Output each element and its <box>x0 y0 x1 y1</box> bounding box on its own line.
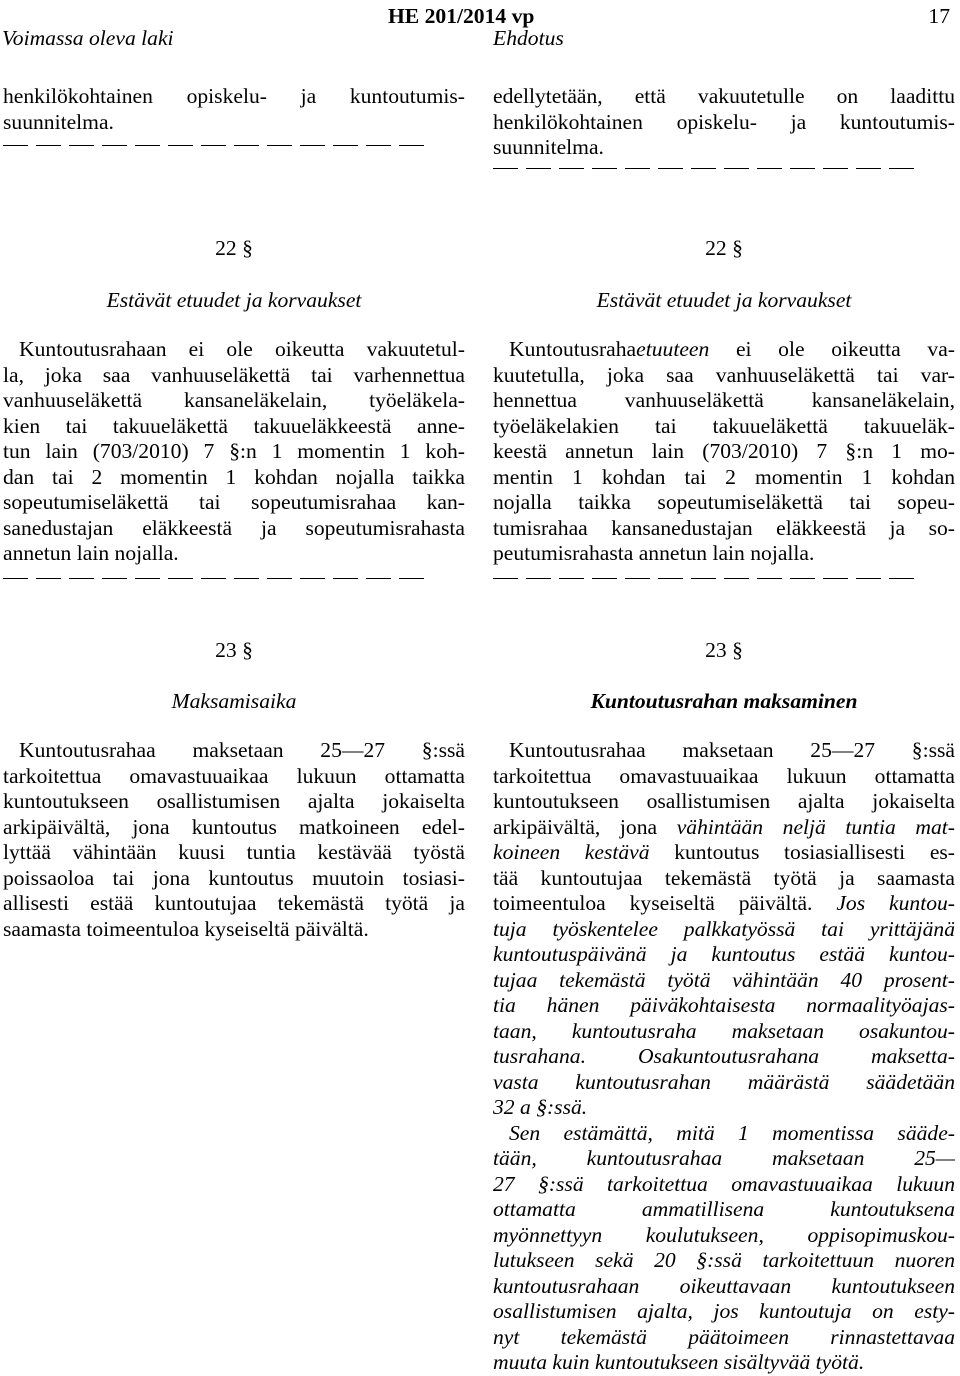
text-line: henkilökohtainen opiskelu- ja kuntoutumis- <box>3 84 465 108</box>
text-line: tusrahana. Osakuntoutusrahana maksetta- <box>493 1044 955 1068</box>
section-23-number-right: 23 § <box>705 638 743 662</box>
text-line: vasta kuntoutusrahan määrästä säädetään <box>493 1069 955 1094</box>
text-line: saamasta toimeentuloa kyseiseltä päivältä. <box>3 916 369 941</box>
text-line: lyttää vähintään kuusi tuntia kestävää työstä <box>3 840 465 864</box>
text-line: tarkoitettua omavastuuaikaa lukuun ottamatta <box>3 763 465 788</box>
text-line: annetun lain nojalla. <box>3 541 179 565</box>
text-line: allisesti estää kuntoutujaa tekemästä työtä ja <box>3 891 465 915</box>
text-line: henkilökohtainen opiskelu- ja kuntoutumis- <box>493 109 955 134</box>
text-line: myönnettyyn koulutukseen, oppisopimuskou- <box>493 1222 955 1247</box>
text-line: edellytetään, että vakuutetulle on laadittu <box>493 84 955 108</box>
text-line: ottamatta ammatillisena kuntoutuksena <box>493 1197 955 1221</box>
text-line: nyt tekemästä päätoimeen rinnastettavaa <box>493 1324 955 1349</box>
page-number: 17 <box>928 4 950 28</box>
text-line: sanedustajan eläkkeestä ja sopeutumisrahasta <box>3 515 465 540</box>
text-line: 32 a §:ssä. <box>493 1095 588 1119</box>
text-line: muuta kuin kuntoutukseen sisältyvää työtä. <box>493 1350 865 1374</box>
separator-dashes <box>3 573 443 585</box>
header-current-law-label: Voimassa oleva laki <box>2 26 174 50</box>
text-line: arkipäivältä, jona vähintään neljä tuntia mat- <box>493 814 955 839</box>
section-22-title-right: Estävät etuudet ja korvaukset <box>596 288 852 312</box>
text-line: tia hänen päiväkohtaisesta normaalityöajas- <box>493 993 955 1017</box>
text-line: Kuntoutusrahaa maksetaan 25—27 §:ssä <box>509 738 955 762</box>
section-22-number-right: 22 § <box>705 236 743 260</box>
section-22-left-body <box>3 337 465 585</box>
text-line: kuntoutukseen osallistumisen ajalta jokaiselta <box>3 789 465 813</box>
text-line: vanhuuseläkettä kansaneläkelain, työeläkela- <box>3 388 465 412</box>
text-line: kuntoutukseen osallistumisen ajalta jokaiselta <box>493 789 955 813</box>
text-line: tumisrahaa kansanedustajan eläkkeestä ja so- <box>493 515 955 540</box>
text-line: kuntoutusrahaan oikeuttavaan kuntoutukseen <box>493 1273 955 1298</box>
text-line: Kuntoutusrahaetuuteen ei ole oikeutta va- <box>509 337 955 361</box>
section-23-title-right: Kuntoutusrahan maksaminen <box>590 689 858 713</box>
separator-dashes <box>493 573 933 585</box>
amended-text: Jos kuntou- <box>836 891 955 915</box>
text-line: mentin 1 kohdan tai 2 momentin 1 kohdan <box>493 464 955 489</box>
text-line: osallistumisen ajalta, jos kuntoutuja on esty- <box>493 1299 955 1323</box>
separator-dashes <box>493 163 933 175</box>
section-22-right-body <box>493 337 955 585</box>
text-line: 27 §:ssä tarkoitettua omavastuuaikaa lukuun <box>493 1171 955 1196</box>
section-22-title-left: Estävät etuudet ja korvaukset <box>106 288 362 312</box>
text-line: toimeentuloa kyseiseltä päivältä. Jos kuntou- <box>493 891 955 915</box>
section-23-title-left: Maksamisaika <box>171 689 297 713</box>
text-line: Kuntoutusrahaa maksetaan 25—27 §:ssä <box>19 738 465 762</box>
text-line: taan, kuntoutusraha maksetaan osakuntou- <box>493 1018 955 1043</box>
text-line: tarkoitettua omavastuuaikaa lukuun ottamatta <box>493 763 955 788</box>
text-line: tujaa tekemästä työtä vähintään 40 prosent- <box>493 967 955 992</box>
section-23-right-body <box>493 738 955 1376</box>
text-line: sopeutumiseläkettä tai sopeutumisrahaa kan- <box>3 490 465 514</box>
text-line: tun lain (703/2010) 7 §:n 1 momentin 1 koh- <box>3 439 465 463</box>
text-line: Sen estämättä, mitä 1 momentissa sääde- <box>509 1120 955 1145</box>
amended-text: vähintään neljä tuntia mat- <box>676 814 955 839</box>
page-header <box>0 2 960 58</box>
header-proposal-label: Ehdotus <box>493 26 564 50</box>
text-line: tään, kuntoutusrahaa maksetaan 25— <box>493 1146 955 1170</box>
text-line: suunnitelma. <box>3 109 114 134</box>
text-line: työeläkelakien tai takuueläkettä takuueläk- <box>493 413 955 438</box>
text-line: peutumisrahasta annetun lain nojalla. <box>493 541 815 565</box>
text-line: Kuntoutusrahaan ei ole oikeutta vakuutetul- <box>19 337 465 361</box>
header-bill-title: HE 201/2014 vp <box>388 4 535 28</box>
text-line: kuutetulla, joka saa vanhuuseläkettä tai var- <box>493 362 955 387</box>
section-23-number-left: 23 § <box>215 638 253 662</box>
text-line: hennettua vanhuuseläkettä kansaneläkelain, <box>493 388 955 412</box>
text-line: la, joka saa vanhuuseläkettä tai varhennettua <box>3 362 465 387</box>
text-line: lutukseen sekä 20 §:ssä tarkoitettuun nuoren <box>493 1248 955 1272</box>
text-line: tuja työskentelee palkkatyössä tai yrittäjänä <box>493 916 955 941</box>
text-line: dan tai 2 momentin 1 kohdan nojalla taikka <box>3 464 465 489</box>
text-line: kien tai takuueläkettä takuueläkkeestä anne- <box>3 413 465 438</box>
text-line: poissaoloa tai jona kuntoutus muutoin tosiasi- <box>3 865 465 890</box>
text-line: koineen kestävä kuntoutus tosiasiallisesti es- <box>493 840 956 864</box>
text-line: suunnitelma. <box>493 135 604 159</box>
text-line: tää kuntoutujaa tekemästä työtä ja saamasta <box>493 865 955 890</box>
text-line: kuntoutuspäivänä ja kuntoutus estää kuntou- <box>493 942 955 966</box>
text-line: arkipäivältä, jona kuntoutus matkoineen edel- <box>3 814 465 839</box>
amended-term: etuuteen <box>636 337 710 361</box>
separator-dashes <box>3 139 443 151</box>
text-line: nojalla taikka sopeutumiseläkettä tai sopeu- <box>493 490 955 514</box>
top-left-text <box>3 84 465 151</box>
amended-text: koineen kestävä <box>493 840 650 864</box>
text-line: keestä annetun lain (703/2010) 7 §:n 1 mo- <box>493 439 955 463</box>
top-right-text <box>493 84 955 175</box>
section-23-left-body <box>3 738 465 942</box>
section-22-number-left: 22 § <box>215 236 253 260</box>
